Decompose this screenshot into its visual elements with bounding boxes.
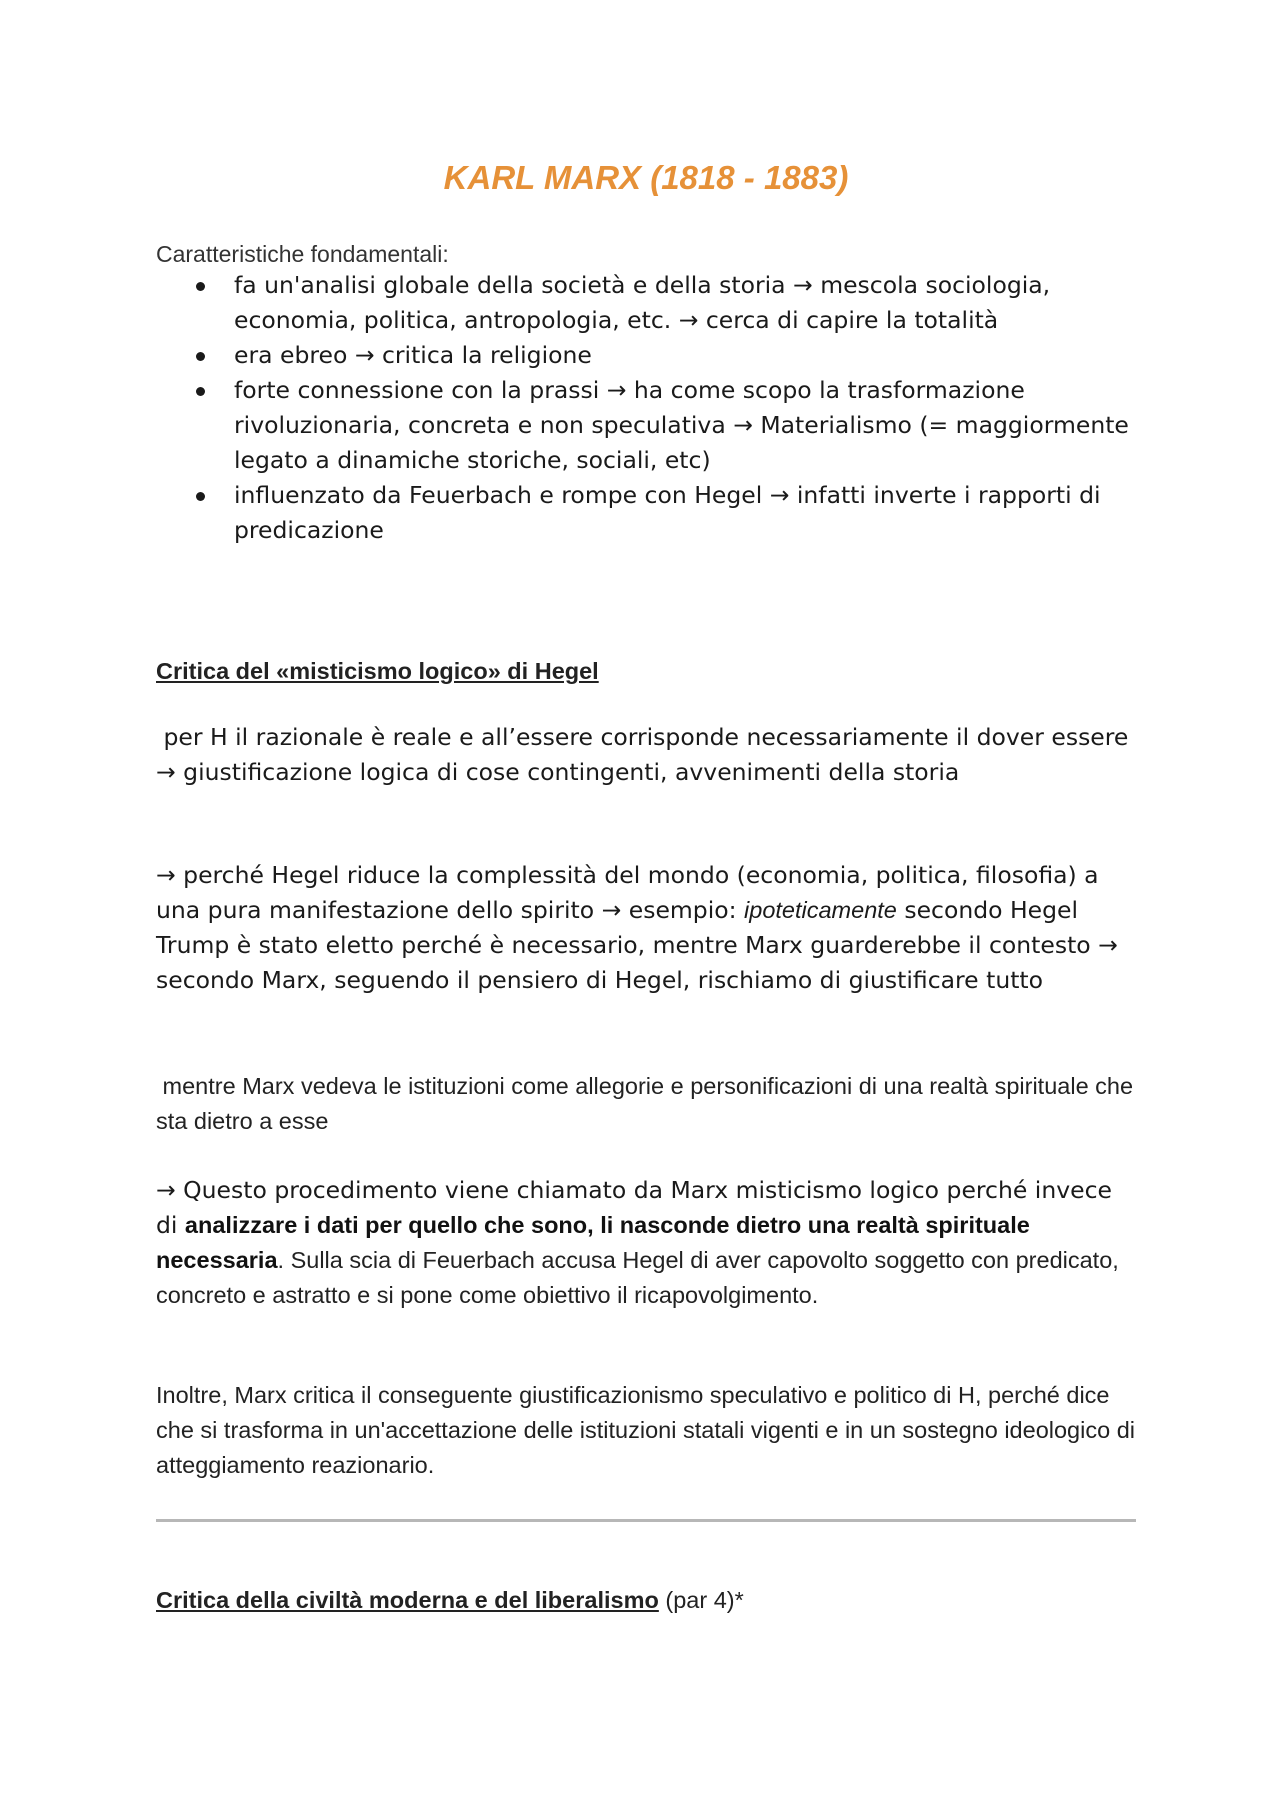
paragraph-text: secondo Hegel Trump è stato eletto perché è necessario, mentre Marx guarderebbe il contesto → secondo Marx, seguendo il pensiero di Hegel, rischiamo di giustificare tutto <box>156 896 1118 994</box>
horizontal-divider <box>156 1519 1136 1522</box>
paragraph-istituzioni: mentre Marx vedeva le istituzioni come allegorie e personificazioni di una realtà spirituale che sta dietro a esse <box>156 1073 1140 1134</box>
paragraph-text: → Questo procedimento viene chiamato da Marx misticismo logico perché invece di <box>156 1176 1112 1239</box>
characteristics-list <box>156 268 1136 548</box>
list-item-text: influenzato da Feuerbach e rompe con Hegel → infatti inverte i rapporti di predicazione <box>234 481 1101 544</box>
list-item <box>156 338 1136 373</box>
bullet-icon <box>196 282 205 291</box>
paragraph-misticismo <box>156 1173 1136 1313</box>
heading-suffix: (par 4)* <box>658 1587 744 1613</box>
bullet-icon <box>196 387 205 396</box>
list-item-text: forte connessione con la prassi → ha come scopo la trasformazione rivoluzionaria, concreta e non speculativa → Materialismo (= maggiormente legato a dinamiche storiche, sociali, etc) <box>234 376 1129 474</box>
paragraph-text: → perché Hegel riduce la complessità del mondo (economia, politica, filosofia) a una pura manifestazione dello spirito → esempio: <box>156 861 1099 924</box>
heading-text: Critica della civiltà moderna e del liberalismo <box>156 1587 659 1613</box>
emphasis-text: ipoteticamente <box>744 897 897 923</box>
list-item-text: era ebreo → critica la religione <box>234 341 592 369</box>
paragraph-razionale: per H il razionale è reale e all’essere corrisponde necessariamente il dover essere → giustificazione logica di cose contingenti, avvenimenti della storia <box>156 723 1136 786</box>
list-item <box>156 268 1136 338</box>
section-heading-misticismo: Critica del «misticismo logico» di Hegel <box>156 658 599 684</box>
section-heading-civilta <box>156 1583 744 1617</box>
paragraph-giustificazionismo: Inoltre, Marx critica il conseguente giustificazionismo speculativo e politico di H, perché dice che si trasforma in un'accettazione delle istituzioni statali vigenti e in un sostegno ideologico di atteggiamento reazionario. <box>156 1382 1135 1478</box>
list-item <box>156 478 1136 548</box>
list-item-text: fa un'analisi globale della società e della storia → mescola sociologia, economia, politica, antropologia, etc. → cerca di capire la totalità <box>234 271 1051 334</box>
paragraph-complessita <box>156 858 1136 998</box>
intro-label: Caratteristiche fondamentali: <box>156 241 449 267</box>
bullet-icon <box>196 492 205 501</box>
list-item <box>156 373 1136 478</box>
paragraph-text: . Sulla scia di Feuerbach accusa Hegel di aver capovolto soggetto con predicato, concreto e astratto e si pone come obiettivo il ricapovolgimento. <box>156 1247 1119 1308</box>
bullet-icon <box>196 352 205 361</box>
page-title: KARL MARX (1818 - 1883) <box>443 159 849 196</box>
bold-text: analizzare i dati per quello che sono, li nasconde dietro una realtà spirituale necessaria <box>156 1212 1030 1273</box>
